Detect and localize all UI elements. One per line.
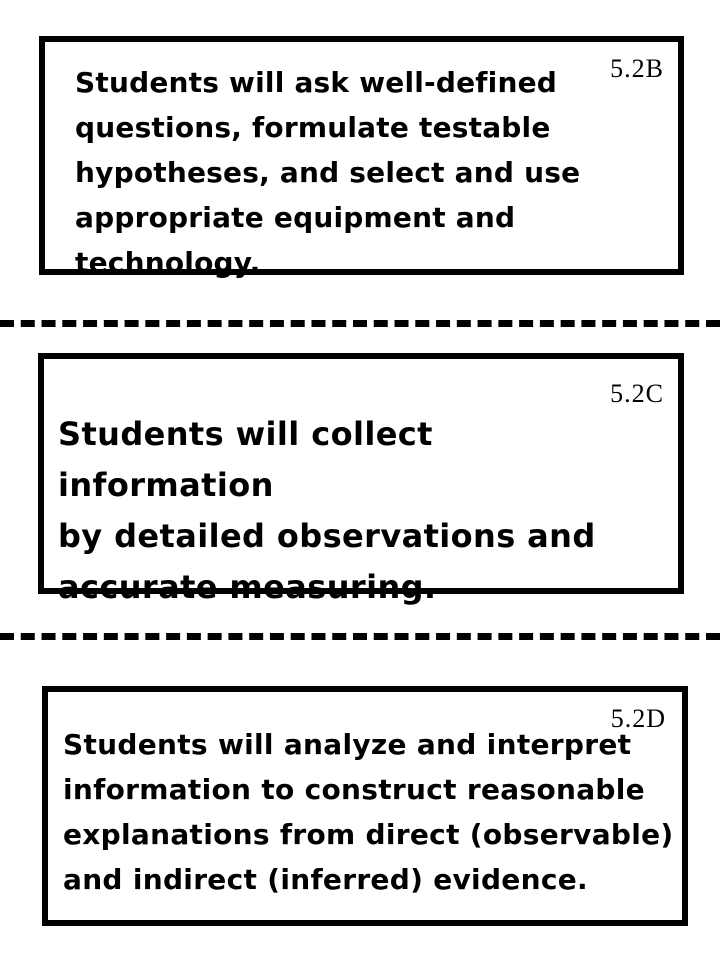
standard-code: 5.2B <box>610 54 664 83</box>
standard-card-5-2d <box>42 686 688 926</box>
standard-code: 5.2D <box>610 704 666 733</box>
dashed-cut-line <box>0 633 720 640</box>
dashed-cut-line <box>0 320 720 327</box>
standard-text: Students will collect information by detailed observations and accurate measuring. <box>58 415 596 606</box>
standard-text: Students will analyze and interpret information to construct reasonable explanations from direct (observable) and indirect (inferred) evidence. <box>63 728 674 896</box>
standard-text: Students will ask well-defined questions, formulate testable hypotheses, and select and use appropriate equipment and technology. <box>75 66 581 279</box>
standard-card-5-2b <box>39 36 684 279</box>
standard-card-5-2c <box>38 353 684 606</box>
standard-code: 5.2C <box>610 379 664 408</box>
